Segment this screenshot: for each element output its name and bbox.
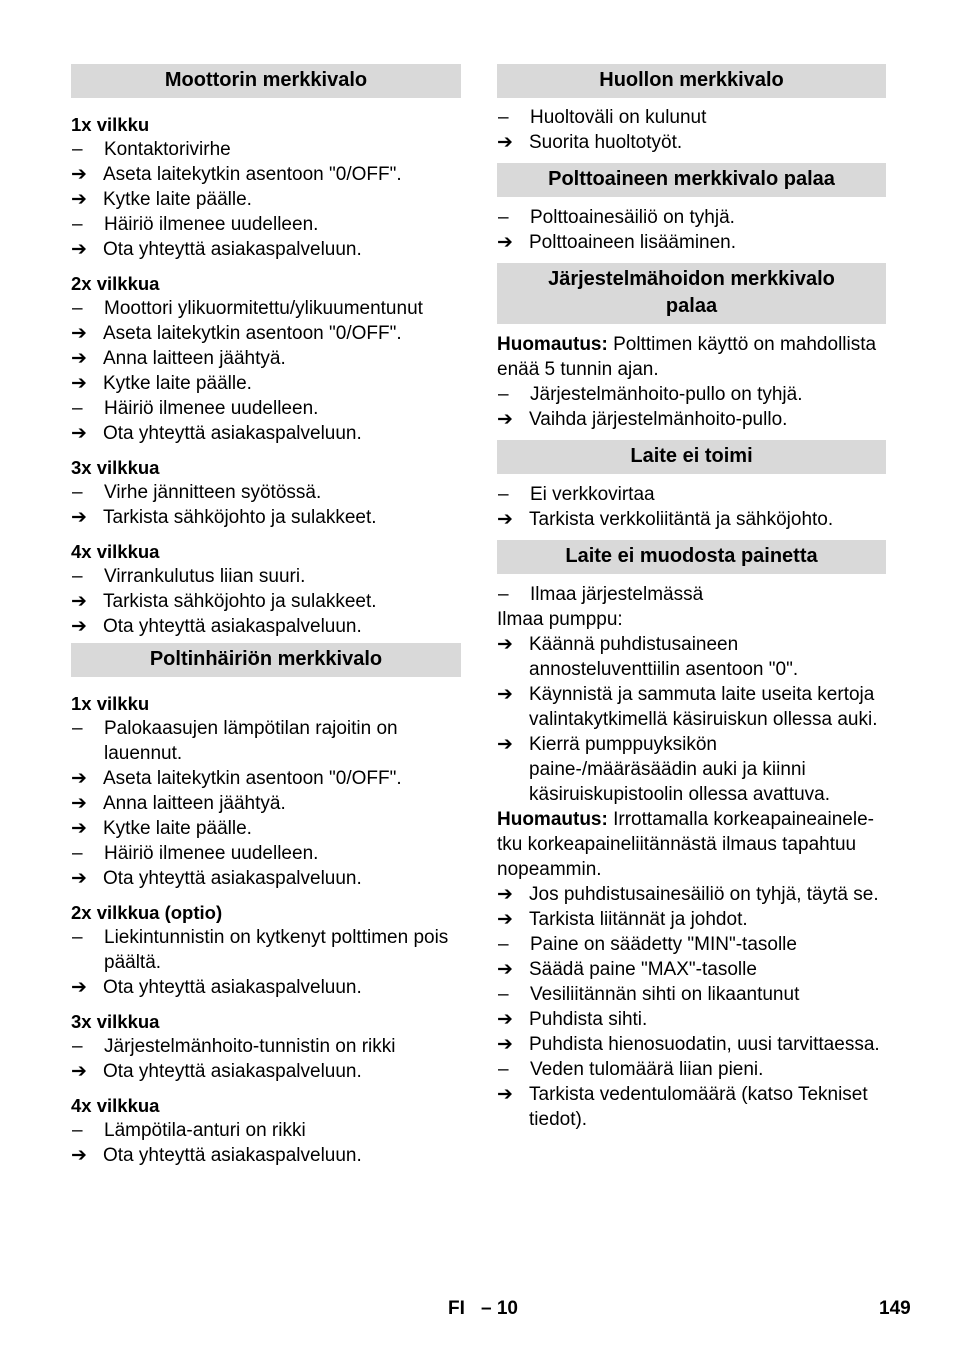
list-item xyxy=(71,187,461,212)
dash-bullet-icon: – xyxy=(72,1120,83,1141)
dash-bullet-icon: – xyxy=(72,298,83,319)
right-column xyxy=(497,64,886,1132)
list-item xyxy=(71,866,461,891)
list-item xyxy=(497,957,886,982)
list-item-text: Häiriö ilmenee uudelleen. xyxy=(104,214,319,235)
arrow-right-icon: ➔ xyxy=(497,684,513,705)
poltin-groups xyxy=(71,692,461,1168)
subheading: 4x vilkkua xyxy=(71,1095,160,1116)
list-item xyxy=(497,1032,886,1057)
arrow-right-icon: ➔ xyxy=(497,1009,513,1030)
list-item-text: Järjestelmänhoito-pullo on tyhjä. xyxy=(530,384,803,405)
dash-bullet-icon: – xyxy=(72,566,83,587)
list-item-text: Lämpötila-anturi on rikki xyxy=(104,1120,306,1141)
list-item-text: Liekintunnistin on kytkenyt polttimen pois päältä. xyxy=(104,927,449,973)
list-item xyxy=(497,130,886,155)
list-item-text: Moottori ylikuormitettu/ylikuumentunut xyxy=(104,298,423,319)
arrow-right-icon: ➔ xyxy=(71,189,87,210)
list-item-text: Kytke laite päälle. xyxy=(103,189,252,210)
list-item xyxy=(71,816,461,841)
list-item xyxy=(497,205,886,230)
list-item xyxy=(71,296,461,321)
list-item xyxy=(497,105,886,130)
list-item-text: Ota yhteyttä asiakaspalveluun. xyxy=(103,423,362,444)
list-item-text: Aseta laitekytkin asentoon "0/OFF". xyxy=(103,164,402,185)
note-text: Irrottamalla korkeapaineaineletku korkeapaineliitännästä ilmaus tapahtuu nopeammin. xyxy=(497,809,874,880)
arrow-right-icon: ➔ xyxy=(71,1061,87,1082)
list-item-text: Käynnistä ja sammuta laite useita kertoja valintakytkimellä käsiruiskun ollessa auki. xyxy=(529,684,878,730)
list-item xyxy=(497,230,886,255)
list-item-text: Aseta laitekytkin asentoon "0/OFF". xyxy=(103,768,402,789)
paine-note xyxy=(497,807,886,882)
list-item-text: Virhe jännitteen syötössä. xyxy=(104,482,322,503)
subheading: 1x vilkku xyxy=(71,114,150,135)
dash-bullet-icon: – xyxy=(72,1036,83,1057)
list-item-text: Ota yhteyttä asiakaspalveluun. xyxy=(103,616,362,637)
huolto-list xyxy=(497,105,886,155)
list-item-text: Vaihda järjestelmänhoito-pullo. xyxy=(529,409,788,430)
list-item-text: Käännä puhdistusaineen annosteluventtiilin asentoon "0". xyxy=(529,634,799,680)
list-item-text: Puhdista sihti. xyxy=(529,1009,648,1030)
footer-page-local: – 10 xyxy=(481,1298,518,1319)
arrow-right-icon: ➔ xyxy=(71,591,87,612)
arrow-right-icon: ➔ xyxy=(497,409,513,430)
list-item xyxy=(71,1118,461,1143)
list-item-text: Kytke laite päälle. xyxy=(103,818,252,839)
list-item xyxy=(71,716,461,766)
dash-bullet-icon: – xyxy=(72,927,83,948)
pump-label: Ilmaa pumppu: xyxy=(497,609,623,630)
dash-bullet-icon: – xyxy=(498,384,509,405)
list-item xyxy=(71,346,461,371)
list-item xyxy=(71,212,461,237)
list-item-text: Ilmaa järjestelmässä xyxy=(530,584,704,605)
dash-bullet-icon: – xyxy=(498,207,509,228)
list-item xyxy=(71,396,461,421)
dash-bullet-icon: – xyxy=(72,482,83,503)
list-item xyxy=(497,482,886,507)
list-item-text: Häiriö ilmenee uudelleen. xyxy=(104,843,319,864)
list-item-text: Veden tulomäärä liian pieni. xyxy=(530,1059,764,1080)
list-item-text: Polttoainesäiliö on tyhjä. xyxy=(530,207,735,228)
list-item xyxy=(71,766,461,791)
arrow-right-icon: ➔ xyxy=(497,959,513,980)
section-heading-poltin: Poltinhäiriön merkkivalo xyxy=(71,643,461,677)
list-item xyxy=(497,1082,886,1132)
jarjestelma-list xyxy=(497,382,886,432)
list-item-text: Tarkista vedentulomäärä (katso Tekniset tiedot). xyxy=(529,1084,868,1130)
list-item xyxy=(497,1007,886,1032)
dash-bullet-icon: – xyxy=(72,843,83,864)
dash-bullet-icon: – xyxy=(498,934,509,955)
arrow-right-icon: ➔ xyxy=(71,323,87,344)
dash-bullet-icon: – xyxy=(498,484,509,505)
list-item xyxy=(71,841,461,866)
list-item-text: Palokaasujen lämpötilan rajoitin on lauennut. xyxy=(104,718,398,764)
arrow-right-icon: ➔ xyxy=(71,507,87,528)
list-item xyxy=(497,882,886,907)
note-label: Huomautus: xyxy=(497,809,608,830)
list-item xyxy=(71,564,461,589)
list-item-text: Puhdista hienosuodatin, uusi tarvittaessa. xyxy=(529,1034,880,1055)
footer-lang: FI xyxy=(448,1298,465,1319)
arrow-right-icon: ➔ xyxy=(497,634,513,655)
arrow-right-icon: ➔ xyxy=(71,1145,87,1166)
list-item-text: Tarkista sähköjohto ja sulakkeet. xyxy=(103,507,377,528)
arrow-right-icon: ➔ xyxy=(497,734,513,755)
arrow-right-icon: ➔ xyxy=(71,348,87,369)
list-item-text: Häiriö ilmenee uudelleen. xyxy=(104,398,319,419)
arrow-right-icon: ➔ xyxy=(497,232,513,253)
paine-list-b xyxy=(497,632,886,807)
list-item-text: Anna laitteen jäähtyä. xyxy=(103,348,286,369)
list-item-text: Paine on säädetty "MIN"-tasolle xyxy=(530,934,797,955)
arrow-right-icon: ➔ xyxy=(71,977,87,998)
polttoaine-list xyxy=(497,205,886,255)
subheading: 3x vilkkua xyxy=(71,457,160,478)
left-column xyxy=(71,64,461,1168)
arrow-right-icon: ➔ xyxy=(497,884,513,905)
list-item-text: Virrankulutus liian suuri. xyxy=(104,566,306,587)
section-heading-huolto: Huollon merkkivalo xyxy=(497,64,886,98)
arrow-right-icon: ➔ xyxy=(71,373,87,394)
list-item xyxy=(497,582,886,607)
list-item-text: Anna laitteen jäähtyä. xyxy=(103,793,286,814)
list-item-text: Aseta laitekytkin asentoon "0/OFF". xyxy=(103,323,402,344)
list-item xyxy=(71,614,461,639)
section-heading-moottori: Moottorin merkkivalo xyxy=(71,64,461,98)
arrow-right-icon: ➔ xyxy=(71,423,87,444)
list-item xyxy=(497,907,886,932)
list-item-text: Huoltoväli on kulunut xyxy=(530,107,707,128)
list-item xyxy=(71,1034,461,1059)
list-item xyxy=(497,932,886,957)
arrow-right-icon: ➔ xyxy=(497,909,513,930)
list-item xyxy=(497,407,886,432)
eitoimi-list xyxy=(497,482,886,532)
list-item xyxy=(71,975,461,1000)
subheading: 4x vilkkua xyxy=(71,541,160,562)
dash-bullet-icon: – xyxy=(498,984,509,1005)
paine-list-c xyxy=(497,882,886,1132)
list-item-text: Ota yhteyttä asiakaspalveluun. xyxy=(103,239,362,260)
arrow-right-icon: ➔ xyxy=(71,793,87,814)
list-item-text: Ota yhteyttä asiakaspalveluun. xyxy=(103,1145,362,1166)
arrow-right-icon: ➔ xyxy=(71,164,87,185)
subheading: 3x vilkkua xyxy=(71,1011,160,1032)
list-item xyxy=(497,507,886,532)
list-item xyxy=(71,162,461,187)
list-item-text: Kontaktorivirhe xyxy=(104,139,231,160)
list-item xyxy=(71,421,461,446)
section-heading-paine: Laite ei muodosta painetta xyxy=(497,540,886,574)
list-item xyxy=(71,137,461,162)
arrow-right-icon: ➔ xyxy=(497,132,513,153)
list-item-text: Tarkista sähköjohto ja sulakkeet. xyxy=(103,591,377,612)
list-item xyxy=(71,321,461,346)
list-item-text: Säädä paine "MAX"-tasolle xyxy=(529,959,757,980)
dash-bullet-icon: – xyxy=(72,398,83,419)
list-item-text: Vesiliitännän sihti on likaantunut xyxy=(530,984,800,1005)
list-item xyxy=(497,1057,886,1082)
list-item-text: Ota yhteyttä asiakaspalveluun. xyxy=(103,1061,362,1082)
arrow-right-icon: ➔ xyxy=(71,768,87,789)
dash-bullet-icon: – xyxy=(72,139,83,160)
list-item-text: Tarkista verkkoliitäntä ja sähköjohto. xyxy=(529,509,834,530)
footer-page-number: 149 xyxy=(879,1298,911,1319)
list-item-text: Ota yhteyttä asiakaspalveluun. xyxy=(103,977,362,998)
dash-bullet-icon: – xyxy=(498,1059,509,1080)
section-heading-polttoaine: Polttoaineen merkkivalo palaa xyxy=(497,163,886,197)
list-item-text: Järjestelmänhoito-tunnistin on rikki xyxy=(104,1036,396,1057)
dash-bullet-icon: – xyxy=(498,584,509,605)
list-item xyxy=(497,382,886,407)
moottori-groups xyxy=(71,113,461,639)
list-item xyxy=(71,505,461,530)
arrow-right-icon: ➔ xyxy=(71,616,87,637)
dash-bullet-icon: – xyxy=(72,718,83,739)
list-item xyxy=(71,925,461,975)
jarjestelma-note xyxy=(497,332,886,382)
list-item xyxy=(71,589,461,614)
list-item-text: Suorita huoltotyöt. xyxy=(529,132,683,153)
list-item-text: Tarkista liitännät ja johdot. xyxy=(529,909,748,930)
note-text: Polttimen käyttö on mahdollista enää 5 tunnin ajan. xyxy=(497,334,877,380)
arrow-right-icon: ➔ xyxy=(497,1034,513,1055)
arrow-right-icon: ➔ xyxy=(497,1084,513,1105)
arrow-right-icon: ➔ xyxy=(71,868,87,889)
list-item-text: Kytke laite päälle. xyxy=(103,373,252,394)
list-item xyxy=(71,791,461,816)
note-label: Huomautus: xyxy=(497,334,608,355)
subheading: 1x vilkku xyxy=(71,693,150,714)
list-item xyxy=(71,237,461,262)
subheading: 2x vilkkua (optio) xyxy=(71,902,223,923)
section-heading-eitoimi: Laite ei toimi xyxy=(497,440,886,474)
section-heading-jarjestelma: Järjestelmähoidon merkkivalo palaa xyxy=(497,263,886,324)
list-item xyxy=(71,1059,461,1084)
list-item xyxy=(497,982,886,1007)
paine-list-a xyxy=(497,582,886,607)
list-item xyxy=(497,682,886,732)
list-item-text: Kierrä pumppuyksikön paine-/määräsäädin auki ja kiinni käsiruiskupistoolin ollessa avattuva. xyxy=(529,734,830,805)
dash-bullet-icon: – xyxy=(498,107,509,128)
list-item-text: Jos puhdistusainesäiliö on tyhjä, täytä se. xyxy=(529,884,879,905)
list-item xyxy=(71,1143,461,1168)
list-item-text: Ota yhteyttä asiakaspalveluun. xyxy=(103,868,362,889)
dash-bullet-icon: – xyxy=(72,214,83,235)
list-item xyxy=(71,480,461,505)
list-item xyxy=(497,732,886,807)
list-item xyxy=(497,632,886,682)
list-item xyxy=(71,371,461,396)
subheading: 2x vilkkua xyxy=(71,273,160,294)
arrow-right-icon: ➔ xyxy=(71,818,87,839)
list-item-text: Ei verkkovirtaa xyxy=(530,484,655,505)
arrow-right-icon: ➔ xyxy=(71,239,87,260)
list-item-text: Polttoaineen lisääminen. xyxy=(529,232,737,253)
arrow-right-icon: ➔ xyxy=(497,509,513,530)
